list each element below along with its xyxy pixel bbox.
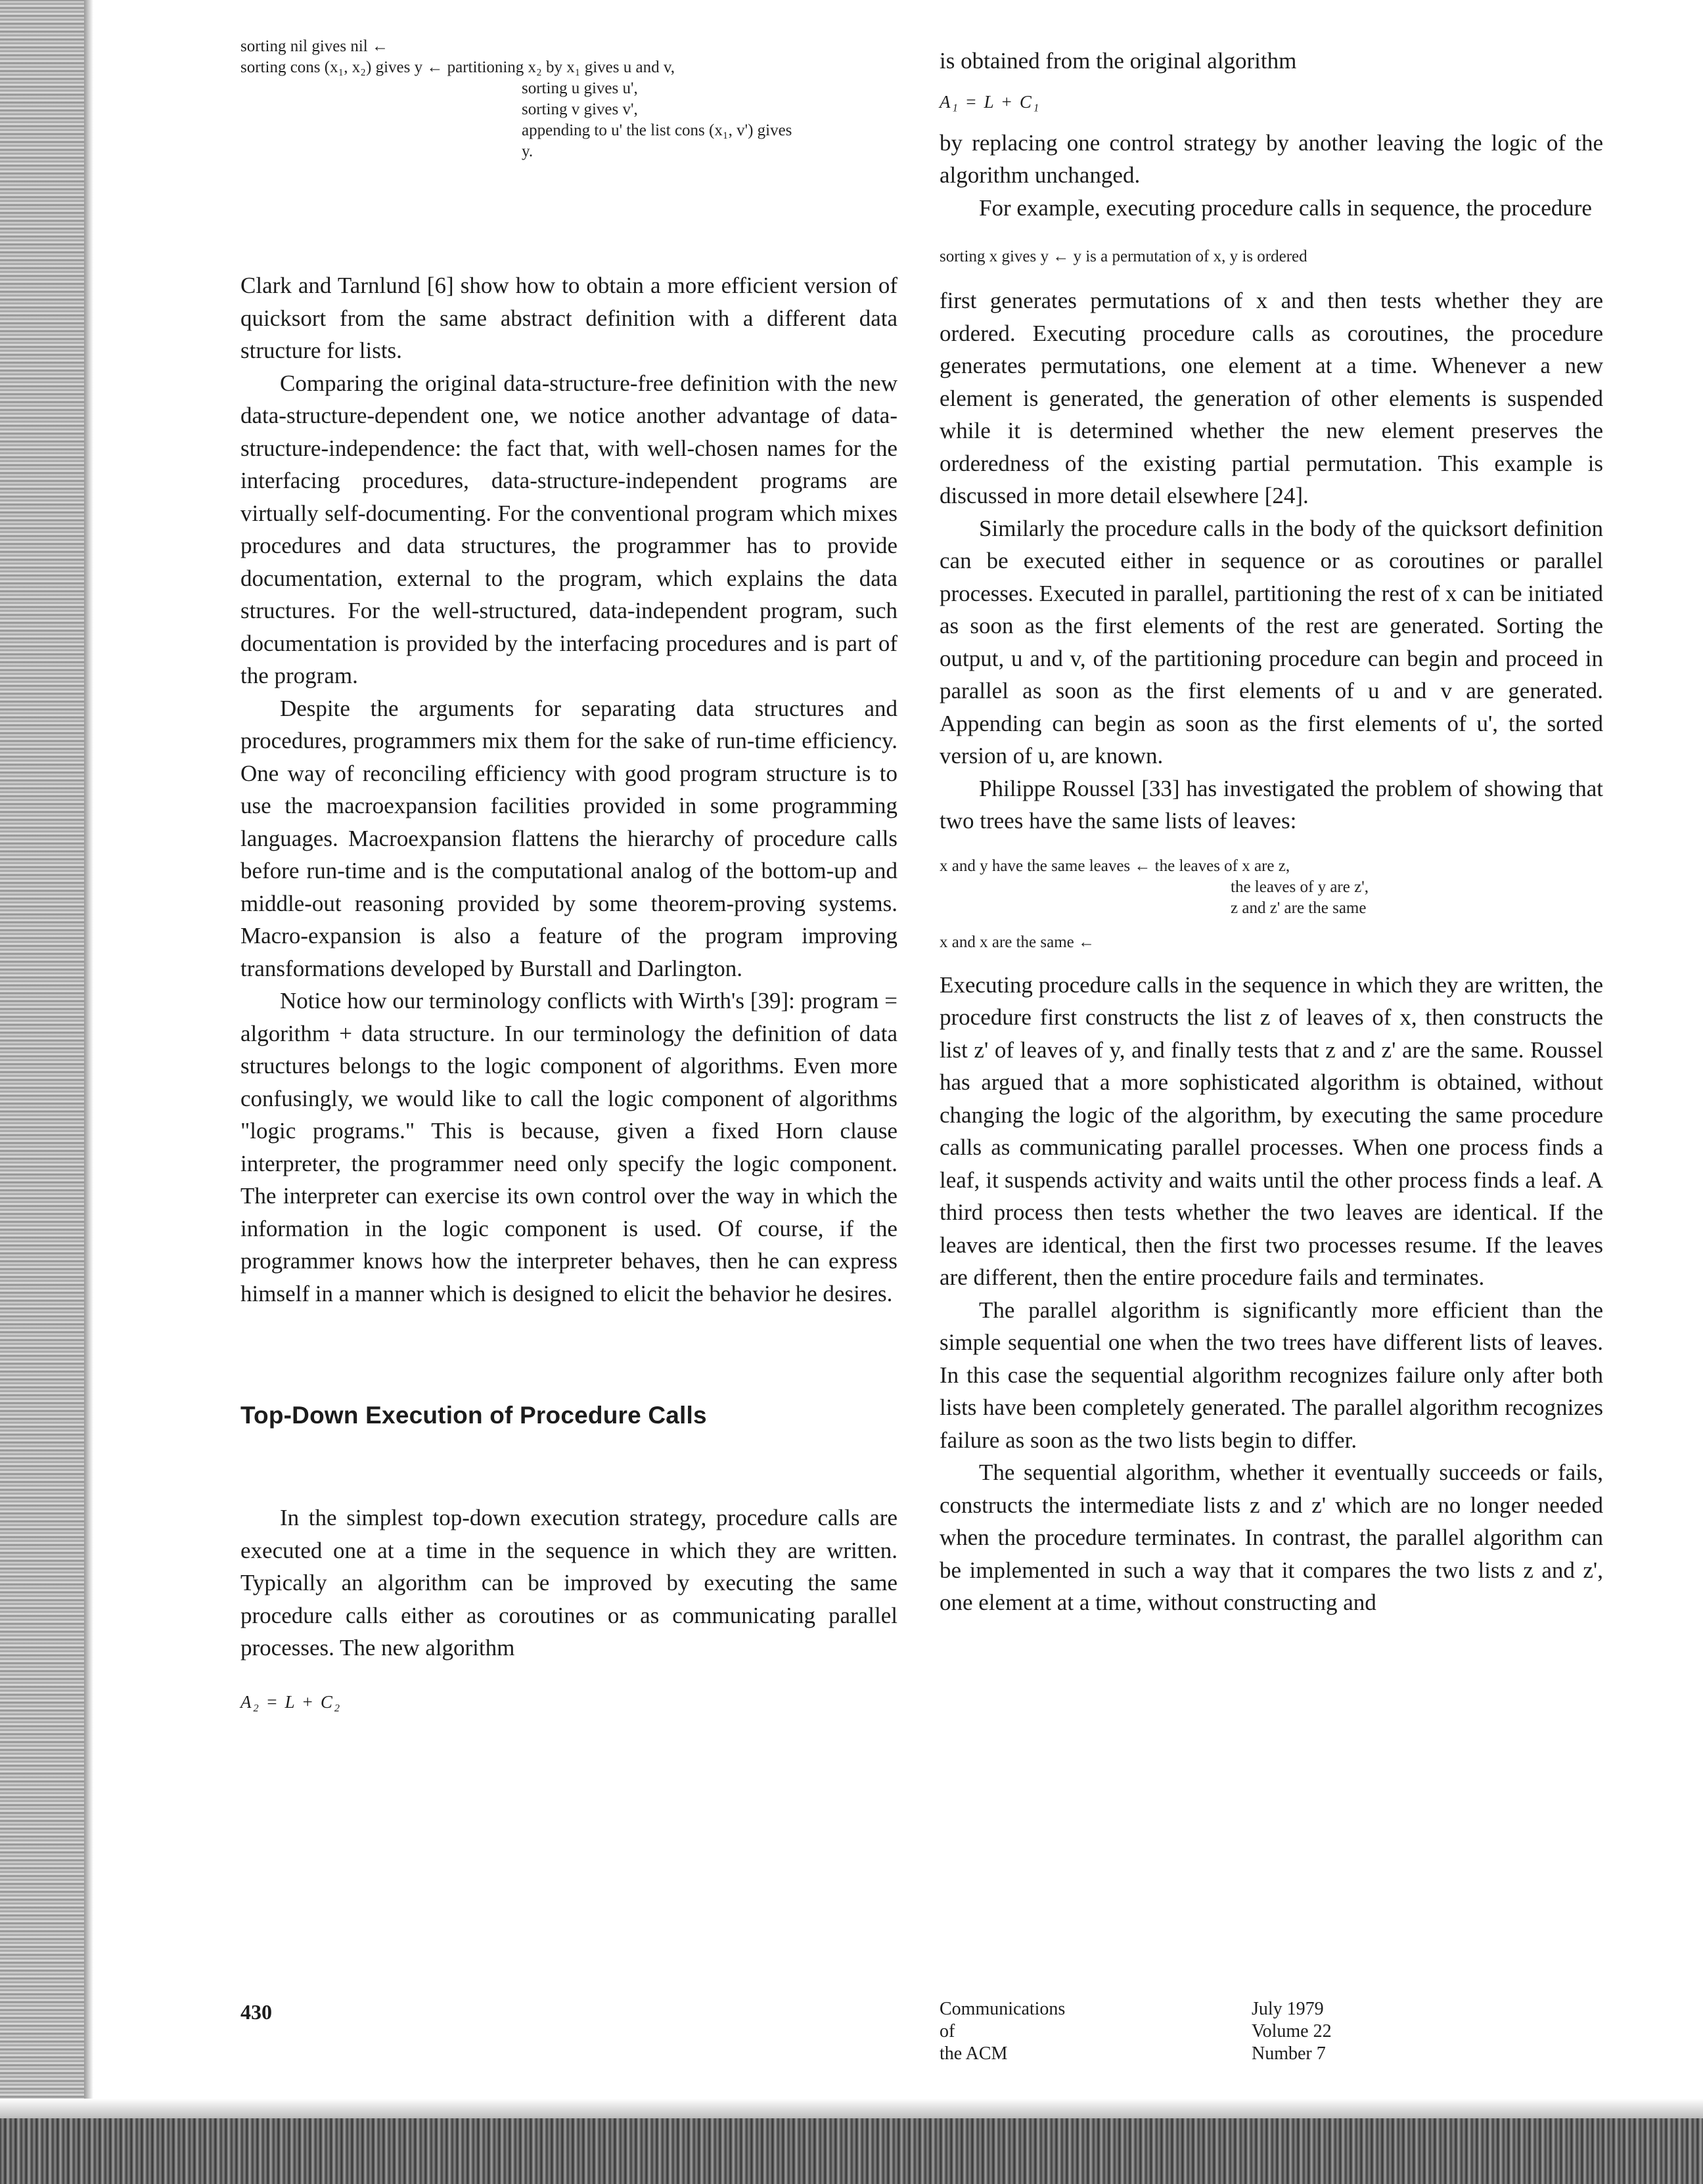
scan-left-edge <box>0 0 84 2184</box>
program-line: sorting v gives v', <box>522 100 638 118</box>
program-line: sorting x gives y ← y is a permutation of x, y is ordered <box>940 248 1307 265</box>
program-line: sorting nil gives nil ← <box>240 37 388 55</box>
program-line: x and x are the same ← <box>940 933 1095 951</box>
journal-line: Communications <box>940 1999 1066 2019</box>
body-paragraph: Clark and Tarnlund [6] show how to obtain a more efficient version of quicksort from the same abstract definition with a different data structure for lists. <box>240 273 897 363</box>
body-paragraph: is obtained from the original algorithm <box>940 48 1297 74</box>
program-line: appending to u' the list cons (x₁, v') gives <box>522 122 792 139</box>
page-number: 430 <box>240 2000 272 2024</box>
body-paragraph: Philippe Roussel [33] has investigated the problem of showing that two trees have the same lists of leaves: <box>940 775 1603 834</box>
issue-info <box>1252 1998 1332 2065</box>
journal-name <box>940 1998 1065 2065</box>
program-line: sorting cons (x₁, x₂) gives y ← partitioning x₂ by x₁ gives u and v, <box>240 58 675 76</box>
body-paragraph: Similarly the procedure calls in the body of the quicksort definition can be executed either in sequence or as coroutines or parallel processes. Executed in parallel, partitioning the rest of x can be initiated as soon as the first elements of the rest are generated. Sorting the output, u and v, of the partitioning procedure can begin and proceed in parallel as soon as the first elements of u and v are generated. Appending can begin as soon as the first elements of u', the sorted version of u, are known. <box>940 515 1603 769</box>
scan-left-shadow <box>84 0 93 2184</box>
body-paragraph: The sequential algorithm, whether it eventually succeeds or fails, constructs the intermediate lists z and z' which are no longer needed when the procedure terminates. In contrast, the parallel algorithm can be implemented in such a way that it compares the two lists z and z', one element at a time, without constructing and <box>940 1460 1603 1615</box>
program-line: the leaves of y are z', <box>1231 878 1369 896</box>
section-heading: Top-Down Execution of Procedure Calls <box>240 1402 707 1429</box>
program-line: x and y have the same leaves ← the leaves of x are z, <box>940 857 1290 875</box>
journal-line: the ACM <box>940 2043 1008 2064</box>
issue-line: Volume 22 <box>1252 2021 1332 2041</box>
program-line: y. <box>522 143 534 160</box>
equation-a1: A₁ = L + C₁ <box>940 91 1041 112</box>
body-paragraph: For example, executing procedure calls in sequence, the procedure <box>979 194 1592 221</box>
leaves-program <box>940 856 1603 954</box>
body-paragraph: by replacing one control strategy by another leaving the logic of the algorithm unchanged. <box>940 129 1603 188</box>
right-column <box>940 45 1603 1619</box>
body-paragraph: Notice how our terminology conflicts with Wirth's [39]: program = algorithm + data structure. In our terminology the definition of data structures belongs to the logic component of algorithms. Even more confusingly, we would like to call the logic component of algorithms "logic programs." This is because, given a fixed Horn clause interpreter, the programmer need only specify the logic component. The interpreter can exercise its own control over the way in which the information in the logic component is used. Of course, if the programmer knows how the interpreter behaves, then he can express himself in a manner which is designed to elicit the behavior he desires. <box>240 988 897 1306</box>
left-column <box>240 36 897 1712</box>
body-paragraph: Despite the arguments for separating data structures and procedures, programmers mix them for the sake of run-time efficiency. One way of reconciling efficiency with good program structure is to use the macroexpansion facilities provided in some programming languages. Macroexpansion flattens the hierarchy of procedure calls before run-time and is the computational analog of the bottom-up and middle-out reasoning provided by some theorem-proving systems. Macro-expansion is also a feature of the program improving transformations developed by Burstall and Darlington. <box>240 695 897 981</box>
program-line: sorting u gives u', <box>522 79 638 97</box>
issue-line: July 1979 <box>1252 1999 1324 2019</box>
body-paragraph: first generates permutations of x and then tests whether they are ordered. Executing procedure calls as coroutines, the procedure generates permutations, one element at a time. Whenever a new element is generated, the generation of other elements is suspended while it is determined whether the new element preserves the orderedness of the existing partial permutation. This example is discussed in more detail elsewhere [24]. <box>940 288 1603 508</box>
quicksort-program <box>240 36 897 204</box>
journal-line: of <box>940 2021 955 2041</box>
scan-bottom-shadow <box>0 2099 1703 2118</box>
scan-bottom-edge <box>0 2118 1703 2184</box>
equation-a2: A₂ = L + C₂ <box>240 1691 342 1712</box>
program-line: z and z' are the same <box>1231 899 1367 917</box>
body-paragraph: Comparing the original data-structure-free definition with the new data-structure-dependent one, we notice another advantage of data-structure-independence: the fact that, with well-chosen names for the interfacing procedures, data-structure-independent programs are virtually self-documenting. For the conventional program which mixes procedures and data structures, the programmer has to provide documentation, external to the program, which explains the data structures. For the well-structured, data-independent program, such documentation is provided by the interfacing procedures and is part of the program. <box>240 370 897 688</box>
body-paragraph: The parallel algorithm is significantly more efficient than the simple sequential one when the two trees have different lists of leaves. In this case the sequential algorithm recognizes failure only after both lists have been completely generated. The parallel algorithm recognizes failure as soon as the two lists begin to differ. <box>940 1297 1603 1453</box>
body-paragraph: Executing procedure calls in the sequence in which they are written, the procedure first constructs the list z of leaves of x, then constructs the list z' of leaves of y, and finally tests that z and z' are the same. Roussel has argued that a more sophisticated algorithm is obtained, without changing the logic of the algorithm, by executing the same procedure calls as communicating parallel processes. When one process finds a leaf, it suspends activity and waits until the other process finds a leaf. A third process then tests whether the two leaves are identical. If the leaves are identical, then the first two processes resume. If the leaves are different, then the entire procedure fails and terminates. <box>940 971 1603 1290</box>
body-paragraph: In the simplest top-down execution strategy, procedure calls are executed one at a time in the sequence in which they are written. Typically an algorithm can be improved by executing the same procedure calls either as coroutines or as communicating parallel processes. The new algorithm <box>240 1505 897 1660</box>
issue-line: Number 7 <box>1252 2043 1326 2064</box>
sort-program <box>940 246 1603 267</box>
